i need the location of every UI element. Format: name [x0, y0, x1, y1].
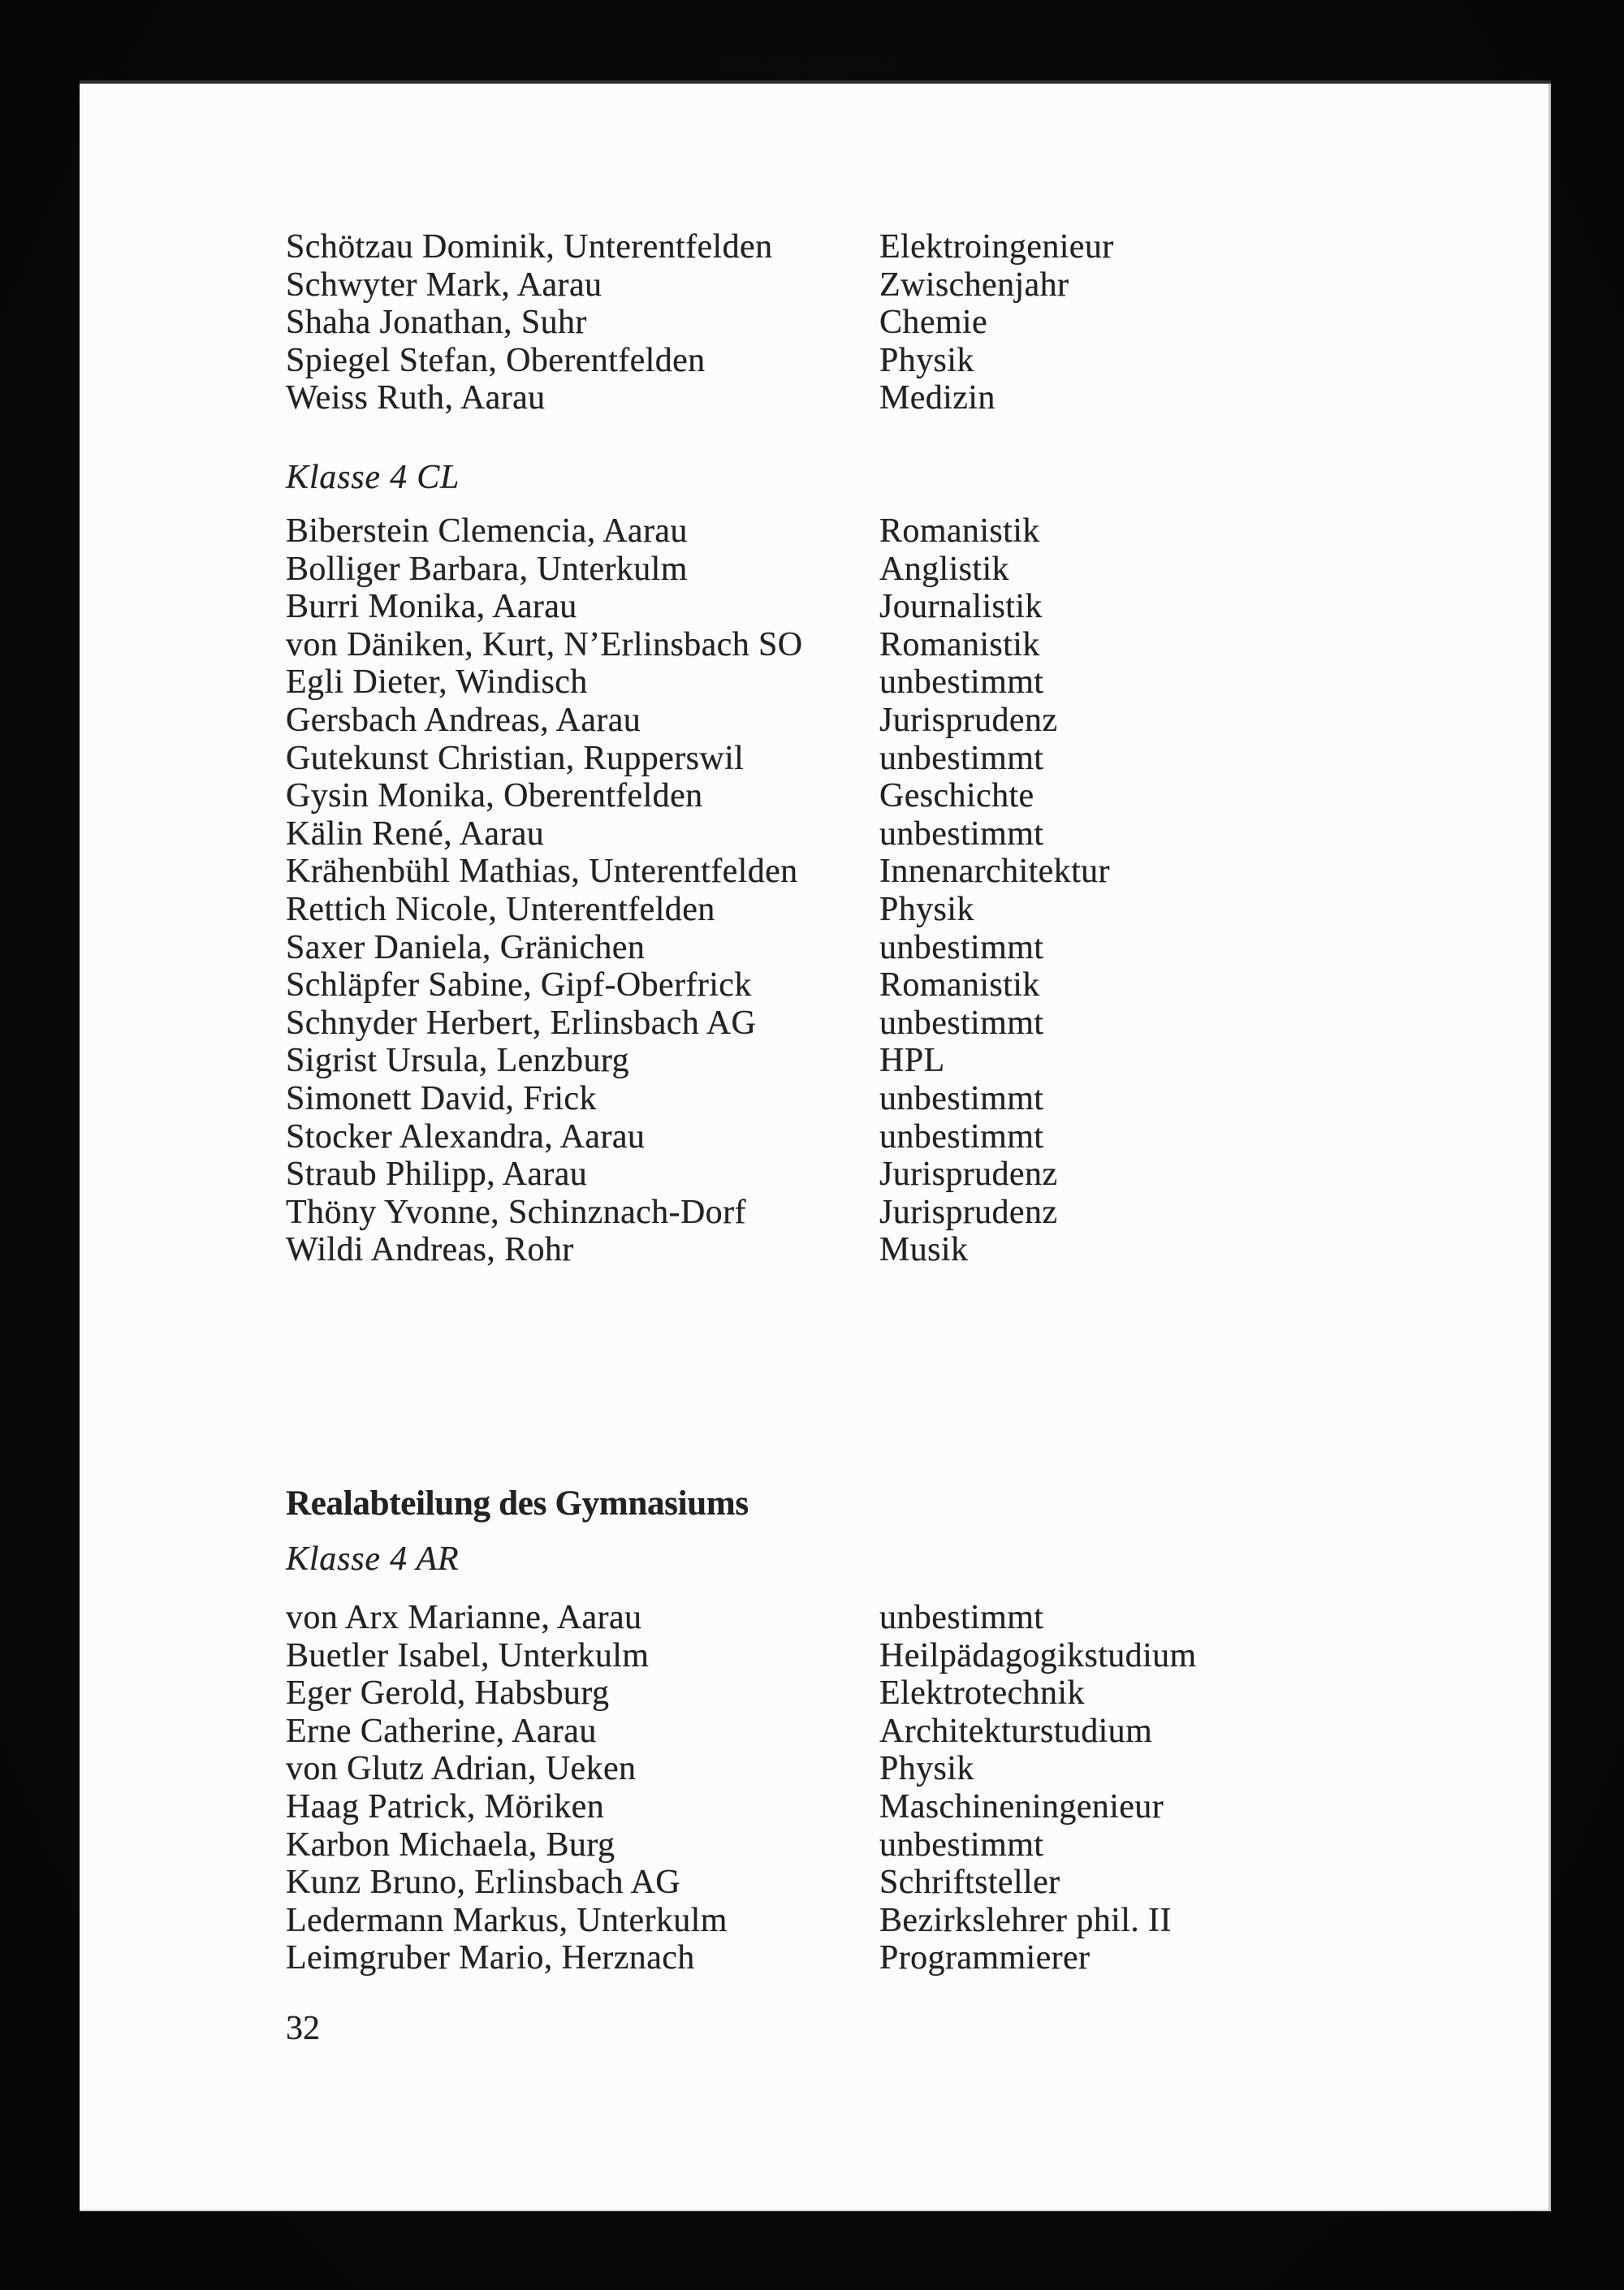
student-name: Schnyder Herbert, Erlinsbach AG: [286, 1004, 757, 1042]
student-name: Ledermann Markus, Unterkulm: [286, 1901, 728, 1939]
graduate-row: [286, 266, 1522, 305]
study-subject: Programmierer: [879, 1939, 1091, 1977]
graduate-row: [286, 304, 1522, 342]
student-name: Schwyter Mark, Aarau: [286, 266, 603, 304]
study-subject: Jurisprudenz: [879, 701, 1058, 739]
student-name: Eger Gerold, Habsburg: [286, 1674, 610, 1713]
student-name: Bolliger Barbara, Unterkulm: [286, 550, 688, 588]
heading-klasse-4cl: Klasse 4 CL: [286, 459, 460, 496]
graduate-row: [286, 1080, 1522, 1118]
book-page: [80, 80, 1551, 2211]
graduate-row: [286, 929, 1522, 967]
study-subject: Musik: [879, 1231, 969, 1269]
graduate-row: [286, 1713, 1522, 1751]
student-name: Karbon Michaela, Burg: [286, 1826, 615, 1864]
student-name: Gersbach Andreas, Aarau: [286, 701, 641, 739]
graduate-row: [286, 891, 1522, 929]
graduate-row: [286, 588, 1522, 626]
graduate-row: [286, 1788, 1522, 1826]
student-name: Simonett David, Frick: [286, 1079, 597, 1117]
study-subject: unbestimmt: [879, 1004, 1044, 1042]
student-name: Saxer Daniela, Gränichen: [286, 928, 646, 966]
student-name: Kälin René, Aarau: [286, 814, 545, 853]
study-subject: Physik: [879, 1750, 974, 1788]
graduate-row: [286, 777, 1522, 815]
student-name: von Däniken, Kurt, N’Erlinsbach SO: [286, 625, 803, 663]
study-subject: unbestimmt: [879, 814, 1044, 853]
graduate-row: [286, 1118, 1522, 1156]
student-name: Rettich Nicole, Unterentfelden: [286, 890, 715, 928]
study-subject: Journalistik: [879, 588, 1043, 626]
graduate-row: [286, 1902, 1522, 1940]
study-subject: Romanistik: [879, 625, 1040, 663]
student-name: Biberstein Clemencia, Aarau: [286, 512, 688, 550]
graduate-row: [286, 626, 1522, 664]
graduate-row: [286, 702, 1522, 740]
graduate-row: [286, 1042, 1522, 1080]
student-name: Weiss Ruth, Aarau: [286, 379, 546, 417]
study-subject: unbestimmt: [879, 928, 1044, 966]
study-subject: Zwischenjahr: [879, 266, 1069, 304]
study-subject: unbestimmt: [879, 739, 1044, 777]
study-subject: Bezirkslehrer phil. II: [879, 1901, 1172, 1939]
study-subject: Elektroingenieur: [879, 228, 1114, 266]
study-subject: Jurisprudenz: [879, 1193, 1058, 1231]
student-name: Egli Dieter, Windisch: [286, 663, 588, 702]
student-name: Sigrist Ursula, Lenzburg: [286, 1042, 629, 1080]
graduate-row: [286, 228, 1522, 266]
student-name: Gysin Monika, Oberentfelden: [286, 777, 703, 815]
study-subject: Heilpädagogikstudium: [879, 1636, 1197, 1674]
graduate-row: [286, 1939, 1522, 1977]
study-subject: Innenarchitektur: [879, 853, 1110, 891]
study-subject: Physik: [879, 890, 974, 928]
student-name: Straub Philipp, Aarau: [286, 1156, 588, 1194]
graduate-row: [286, 1637, 1522, 1675]
study-subject: Chemie: [879, 304, 988, 342]
graduate-row: [286, 551, 1522, 589]
student-name: Krähenbühl Mathias, Unterentfelden: [286, 853, 798, 891]
study-subject: unbestimmt: [879, 1079, 1044, 1117]
student-list-continued: [286, 228, 1522, 417]
heading-klasse-4ar: Klasse 4 AR: [286, 1540, 460, 1578]
student-name: Schläpfer Sabine, Gipf-Oberfrick: [286, 966, 752, 1005]
study-subject: Architekturstudium: [879, 1712, 1153, 1750]
student-name: Burri Monika, Aarau: [286, 588, 577, 626]
graduate-row: [286, 512, 1522, 551]
student-name: Erne Catherine, Aarau: [286, 1712, 597, 1750]
study-subject: Geschichte: [879, 777, 1034, 815]
graduate-row: [286, 740, 1522, 778]
graduate-row: [286, 966, 1522, 1005]
student-name: Stocker Alexandra, Aarau: [286, 1117, 646, 1156]
study-subject: Physik: [879, 341, 974, 379]
graduate-row: [286, 1231, 1522, 1269]
student-list-klasse-4ar: [286, 1599, 1522, 1977]
graduate-row: [286, 1674, 1522, 1713]
study-subject: unbestimmt: [879, 1826, 1044, 1864]
student-name: von Glutz Adrian, Ueken: [286, 1750, 637, 1788]
graduate-row: [286, 1599, 1522, 1637]
student-name: Spiegel Stefan, Oberentfelden: [286, 341, 706, 379]
student-name: Thöny Yvonne, Schinznach-Dorf: [286, 1193, 746, 1231]
student-name: Shaha Jonathan, Suhr: [286, 304, 587, 342]
student-name: von Arx Marianne, Aarau: [286, 1599, 642, 1636]
student-name: Schötzau Dominik, Unterentfelden: [286, 228, 773, 266]
graduate-row: [286, 815, 1522, 853]
study-subject: unbestimmt: [879, 1599, 1044, 1636]
graduate-row: [286, 1194, 1522, 1232]
graduate-row: [286, 663, 1522, 702]
study-subject: Maschineningenieur: [879, 1787, 1164, 1826]
study-subject: Jurisprudenz: [879, 1156, 1058, 1194]
study-subject: Schriftsteller: [879, 1864, 1060, 1902]
study-subject: Elektrotechnik: [879, 1674, 1085, 1713]
graduate-row: [286, 1826, 1522, 1864]
study-subject: Medizin: [879, 379, 996, 417]
heading-realabteilung: Realabteilung des Gymnasiums: [286, 1484, 749, 1523]
page-number: 32: [286, 2010, 320, 2047]
study-subject: Romanistik: [879, 512, 1040, 550]
graduate-row: [286, 1005, 1522, 1043]
graduate-row: [286, 853, 1522, 891]
student-name: Buetler Isabel, Unterkulm: [286, 1636, 650, 1674]
graduate-row: [286, 342, 1522, 380]
student-name: Leimgruber Mario, Herznach: [286, 1939, 695, 1977]
graduate-row: [286, 1156, 1522, 1194]
study-subject: Romanistik: [879, 966, 1040, 1005]
study-subject: HPL: [879, 1042, 945, 1080]
study-subject: unbestimmt: [879, 663, 1044, 702]
graduate-row: [286, 1864, 1522, 1902]
study-subject: unbestimmt: [879, 1117, 1044, 1156]
student-name: Wildi Andreas, Rohr: [286, 1231, 574, 1269]
student-name: Kunz Bruno, Erlinsbach AG: [286, 1864, 680, 1902]
student-name: Gutekunst Christian, Rupperswil: [286, 739, 745, 777]
graduate-row: [286, 1750, 1522, 1788]
graduate-row: [286, 379, 1522, 417]
student-name: Haag Patrick, Möriken: [286, 1787, 605, 1826]
student-list-klasse-4cl: [286, 512, 1522, 1269]
study-subject: Anglistik: [879, 550, 1009, 588]
